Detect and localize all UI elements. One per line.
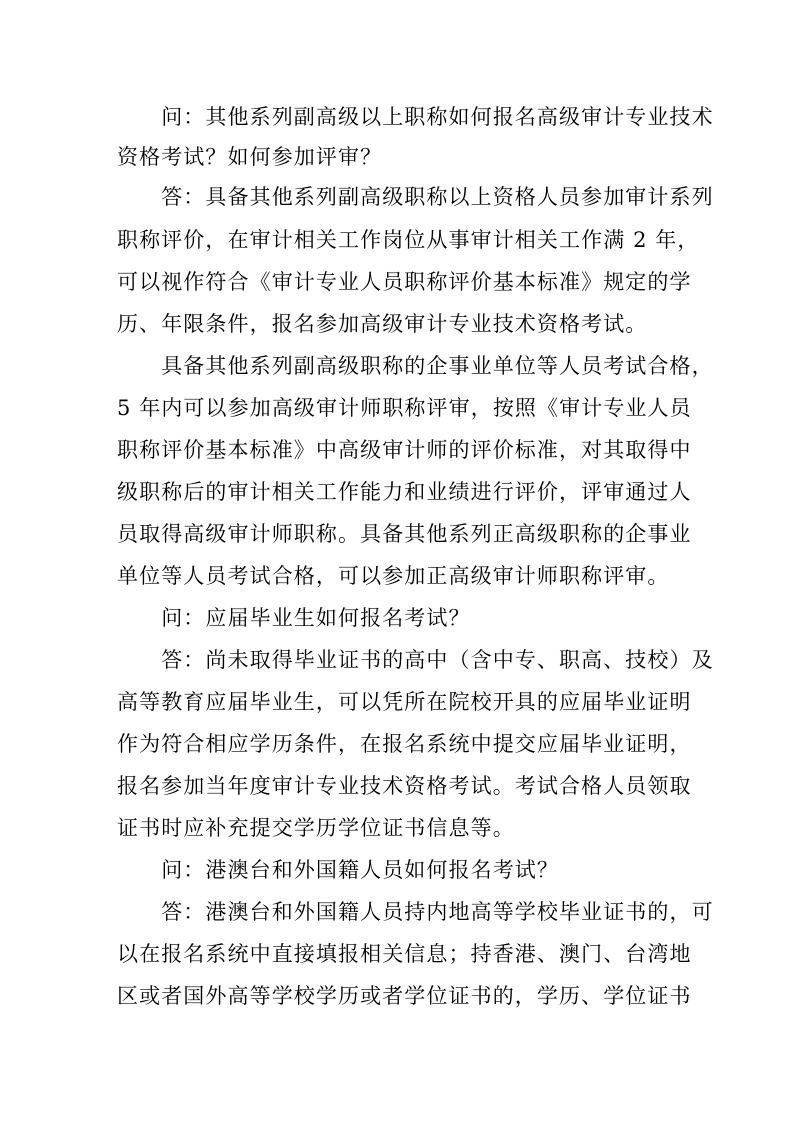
text-line: 职称评价基本标准》中高级审计师的评价标准，对其取得中 xyxy=(117,438,692,462)
text-line: 单位等人员考试合格，可以参加正高级审计师职称评审。 xyxy=(117,564,670,588)
text-line: 答：港澳台和外国籍人员持内地高等学校毕业证书的，可 xyxy=(117,900,714,924)
text-line: 5 年内可以参加高级审计师职称评审，按照《审计专业人员 xyxy=(117,396,692,420)
text-line: 证书时应补充提交学历学位证书信息等。 xyxy=(117,816,515,840)
text-line: 职称评价，在审计相关工作岗位从事审计相关工作满 2 年， xyxy=(117,228,700,252)
text-line: 历、年限条件，报名参加高级审计专业技术资格考试。 xyxy=(117,312,648,336)
text-line: 可以视作符合《审计专业人员职称评价基本标准》规定的学 xyxy=(117,270,692,294)
text-line: 答：尚未取得毕业证书的高中（含中专、职高、技校）及 xyxy=(117,648,714,672)
text-line: 资格考试？如何参加评审？ xyxy=(117,145,383,169)
text-line: 问：港澳台和外国籍人员如何报名考试？ xyxy=(117,858,559,882)
text-line: 问：其他系列副高级以上职称如何报名高级审计专业技术 xyxy=(117,105,714,129)
text-line: 具备其他系列副高级职称的企事业单位等人员考试合格， xyxy=(117,354,714,378)
text-line: 作为符合相应学历条件，在报名系统中提交应届毕业证明， xyxy=(117,732,692,756)
text-line: 级职称后的审计相关工作能力和业绩进行评价，评审通过人 xyxy=(117,480,692,504)
text-line: 问：应届毕业生如何报名考试？ xyxy=(117,606,471,630)
text-line: 员取得高级审计师职称。具备其他系列正高级职称的企事业 xyxy=(117,522,692,546)
text-line: 高等教育应届毕业生，可以凭所在院校开具的应届毕业证明 xyxy=(117,690,692,714)
text-line: 以在报名系统中直接填报相关信息；持香港、澳门、台湾地 xyxy=(117,942,692,966)
text-line: 报名参加当年度审计专业技术资格考试。考试合格人员领取 xyxy=(117,774,692,798)
text-line: 答：具备其他系列副高级职称以上资格人员参加审计系列 xyxy=(117,185,714,209)
text-line: 区或者国外高等学校学历或者学位证书的，学历、学位证书 xyxy=(117,984,692,1008)
